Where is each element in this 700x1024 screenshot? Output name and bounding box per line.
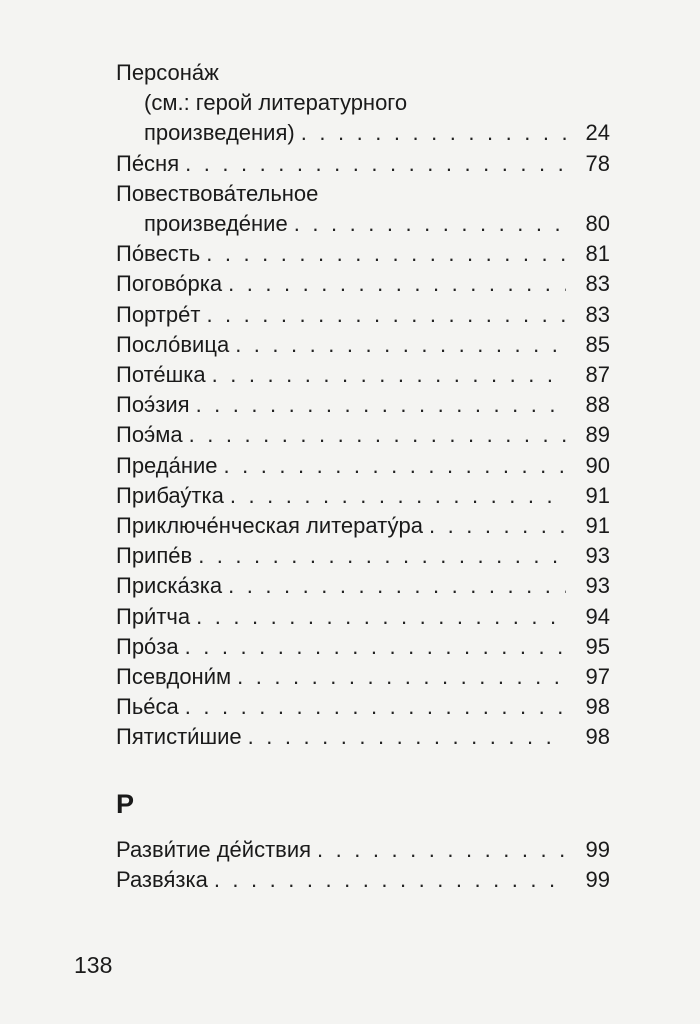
index-entry-term: Преда́ние — [116, 452, 218, 478]
index-entry-page: 99 — [585, 836, 610, 862]
index-entry-term: Пятисти́шие — [116, 724, 242, 750]
index-entry-page: 98 — [585, 724, 610, 750]
section-letter-heading: Р — [116, 788, 135, 819]
index-entry-term: Поте́шка — [116, 362, 206, 388]
index-entry-term-continuation: (см.: герой литературного — [144, 90, 408, 116]
index-entry-page: 78 — [585, 150, 610, 176]
leader-dots — [317, 835, 566, 865]
index-entry — [116, 865, 610, 895]
index-entry-term: Персона́ж — [116, 60, 219, 85]
index-entry-page: 87 — [585, 362, 610, 388]
index-entry-page: 94 — [585, 603, 610, 629]
index-entry-page: 91 — [585, 482, 610, 508]
index-entry-term: Портре́т — [116, 301, 201, 327]
leader-dots — [429, 511, 566, 541]
index-entry-page: 80 — [585, 211, 610, 237]
page-number: 138 — [74, 952, 113, 978]
index-entry-page: 90 — [585, 452, 610, 478]
index-entry — [116, 209, 610, 239]
index-entry — [116, 541, 610, 571]
index-entry — [116, 300, 610, 330]
index-entry-term: Развя́зка — [116, 866, 208, 892]
index-entry-page: 98 — [585, 694, 610, 720]
leader-dots — [294, 209, 566, 239]
index-entry — [116, 662, 610, 692]
leader-dots — [214, 865, 566, 895]
index-entry-term: Псевдони́м — [116, 664, 232, 690]
index-entry-term: Припе́в — [116, 543, 193, 569]
index-entry — [116, 420, 610, 450]
leader-dots — [189, 420, 566, 450]
index-entry — [116, 722, 610, 752]
index-entry-page: 83 — [585, 301, 610, 327]
index-entry-page: 93 — [585, 573, 610, 599]
index-entry — [116, 149, 610, 179]
index-entry-term: Приключе́нческая литерату́ра — [116, 513, 423, 539]
index-entry-page: 99 — [585, 866, 610, 892]
index-entry — [116, 602, 610, 632]
index-entry — [116, 571, 610, 601]
leader-dots — [301, 118, 566, 148]
index-entry — [116, 632, 610, 662]
index-entry-page: 97 — [585, 664, 610, 690]
index-entry — [116, 330, 610, 360]
index-entry — [116, 481, 610, 511]
index-entry — [116, 118, 610, 148]
leader-dots — [237, 662, 566, 692]
index-entry-page: 89 — [585, 422, 610, 448]
index-entry-term: По́весть — [116, 241, 201, 267]
index-entry — [116, 360, 610, 390]
leader-dots — [206, 239, 566, 269]
index-entry — [116, 835, 610, 865]
index-entry — [116, 511, 610, 541]
index-entry — [116, 692, 610, 722]
leader-dots — [185, 149, 566, 179]
leader-dots — [198, 541, 566, 571]
leader-dots — [185, 692, 566, 722]
index-entry-term: Повествова́тельное — [116, 180, 319, 206]
index-entry-page: 81 — [585, 241, 610, 267]
leader-dots — [228, 571, 566, 601]
leader-dots — [196, 390, 566, 420]
index-entry — [116, 239, 610, 269]
index-entry-term: Разви́тие де́йствия — [116, 836, 312, 862]
index-list — [116, 58, 610, 895]
leader-dots — [185, 632, 566, 662]
index-entry-page: 83 — [585, 271, 610, 297]
index-entry-term: Поэ́ма — [116, 422, 183, 448]
leader-dots — [224, 451, 566, 481]
index-entry — [116, 269, 610, 299]
leader-dots — [206, 300, 566, 330]
leader-dots — [228, 269, 566, 299]
index-entry-page: 88 — [585, 392, 610, 418]
index-entry-term: Пе́сня — [116, 150, 180, 176]
index-entry-page: 91 — [585, 513, 610, 539]
leader-dots — [212, 360, 566, 390]
index-entry-term: Погово́рка — [116, 271, 223, 297]
index-entry-page: 24 — [585, 120, 610, 146]
leader-dots — [230, 481, 566, 511]
index-entry-page: 95 — [585, 633, 610, 659]
index-entry-term: Поэ́зия — [116, 392, 190, 418]
leader-dots — [235, 330, 566, 360]
index-entry — [116, 390, 610, 420]
index-entry — [116, 451, 610, 481]
index-entry-term: Приска́зка — [116, 573, 223, 599]
index-entry-page: 93 — [585, 543, 610, 569]
leader-dots — [248, 722, 566, 752]
index-entry-term: Прибау́тка — [116, 482, 224, 508]
index-entry-term-continuation: произведения) — [144, 120, 295, 146]
leader-dots — [196, 602, 566, 632]
index-entry-term-continuation: произведе́ние — [144, 211, 288, 237]
index-entry-page: 85 — [585, 331, 610, 357]
index-entry-term: Пье́са — [116, 694, 179, 720]
index-entry-term: При́тча — [116, 603, 191, 629]
index-entry-term: Про́за — [116, 633, 179, 659]
index-entry-term: Посло́вица — [116, 331, 230, 357]
